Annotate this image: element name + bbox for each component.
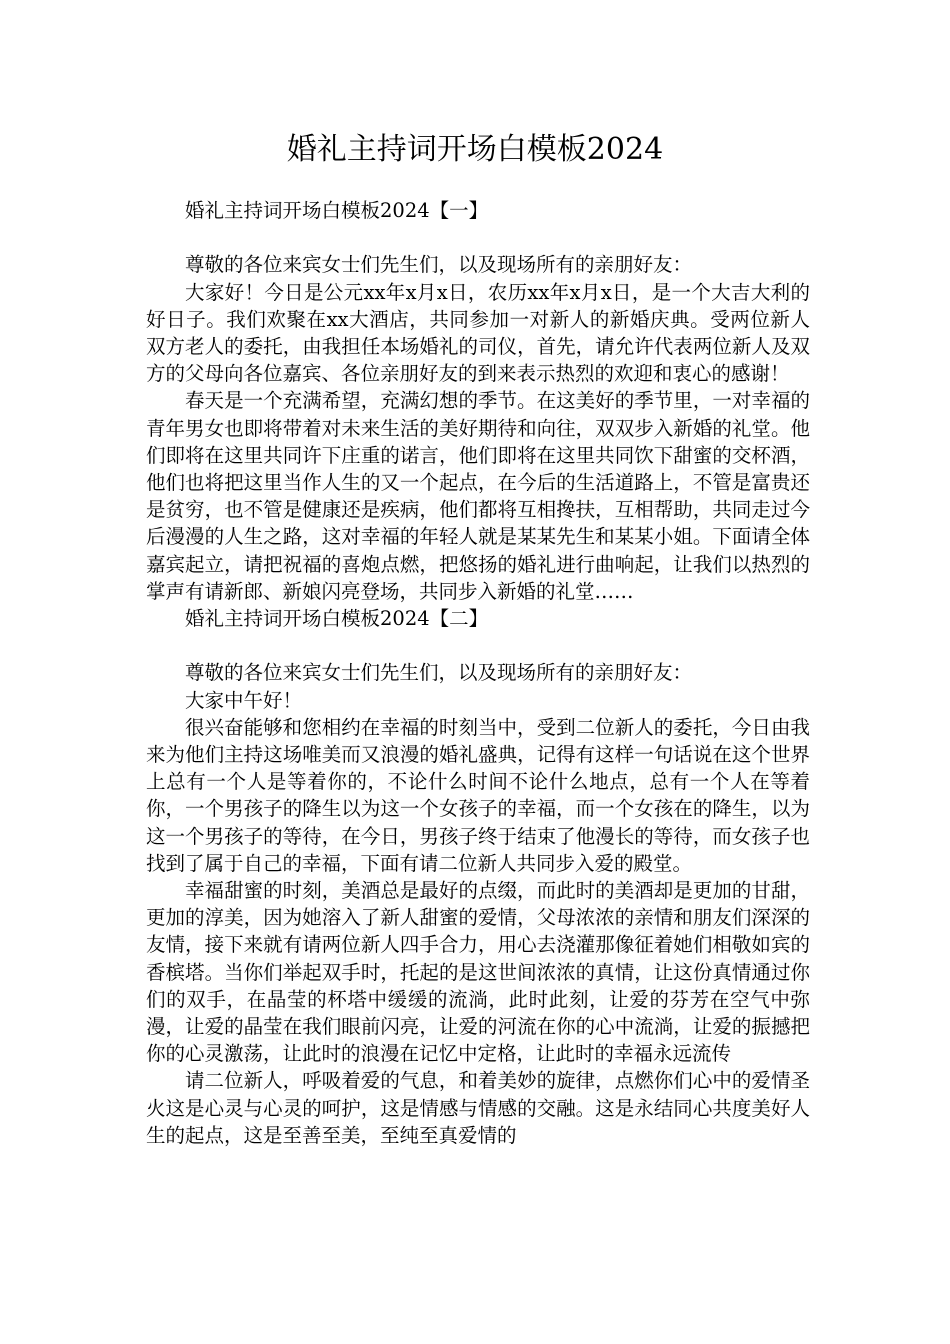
- body-paragraph: 幸福甜蜜的时刻，美酒总是最好的点缀，而此时的美酒却是更加的甘甜，更加的淳美，因为她溶入了新人甜蜜的爱情，父母浓浓的亲情和朋友们深深的友情，接下来就有请两位新人四手合力，用心去浇灌那像征着她们相敬如宾的香槟塔。当你们举起双手时，托起的是这世间浓浓的真情，让这份真情通过你们的双手，在晶莹的杯塔中缓缓的流淌，此时此刻，让爱的芬芳在空气中弥漫，让爱的晶莹在我们眼前闪亮，让爱的河流在你的心中流淌，让爱的振撼把你的心灵激荡，让此时的浪漫在记忆中定格，让此时的幸福永远流传: [146, 879, 810, 1066]
- salutation-paragraph-2: 尊敬的各位来宾女士们先生们，以及现场所有的亲朋好友：: [185, 661, 693, 685]
- greeting-paragraph: 大家中午好！: [185, 688, 303, 712]
- body-paragraph: 很兴奋能够和您相约在幸福的时刻当中，受到二位新人的委托，今日由我来为他们主持这场唯美而又浪漫的婚礼盛典，记得有这样一句话说在这个世界上总有一个人是等着你的，不论什么时间不论什么地点，总有一个人在等着你，一个男孩子的降生以为这一个女孩子的幸福，而一个女孩在的降生，以为这一个男孩子的等待，在今日，男孩子终于结束了他漫长的等待，而女孩子也找到了属于自己的幸福，下面有请二位新人共同步入爱的殿堂。: [146, 715, 810, 875]
- section-heading-2: 婚礼主持词开场白模板2024【二】: [185, 607, 489, 631]
- body-paragraph: 大家好！今日是公元xx年x月x日，农历xx年x月x日，是一个大吉大利的好日子。我们欢聚在xx大酒店，共同参加一对新人的新婚庆典。受两位新人双方老人的委托，由我担任本场婚礼的司仪，首先，请允许代表两位新人及双方的父母向各位嘉宾、各位亲朋好友的到来表示热烈的欢迎和衷心的感谢！: [146, 280, 810, 386]
- salutation-paragraph-1: 尊敬的各位来宾女士们先生们，以及现场所有的亲朋好友：: [185, 253, 693, 277]
- body-paragraph: 请二位新人，呼吸着爱的气息，和着美妙的旋律，点燃你们心中的爱情圣火这是心灵与心灵的呵护，这是情感与情感的交融。这是永结同心共度美好人生的起点，这是至善至美，至纯至真爱情的: [146, 1069, 810, 1147]
- body-paragraph: 春天是一个充满希望，充满幻想的季节。在这美好的季节里，一对幸福的青年男女也即将带着对未来生活的美好期待和向往，双双步入新婚的礼堂。他们即将在这里共同许下庄重的诺言，他们即将在这里共同饮下甜蜜的交杯酒，他们也将把这里当作人生的又一个起点，在今后的生活道路上，不管是富贵还是贫穷，也不管是健康还是疾病，他们都将互相搀扶，互相帮助，共同走过今后漫漫的人生之路，这对幸福的年轻人就是某某先生和某某小姐。下面请全体嘉宾起立，请把祝福的喜炮点燃，把悠扬的婚礼进行曲响起，让我们以热烈的掌声有请新郎、新娘闪亮登场，共同步入新婚的礼堂……: [146, 389, 810, 603]
- section-heading-1: 婚礼主持词开场白模板2024【一】: [185, 199, 489, 222]
- document-title: 婚礼主持词开场白模板2024: [286, 132, 664, 167]
- document-body: [146, 197, 810, 1149]
